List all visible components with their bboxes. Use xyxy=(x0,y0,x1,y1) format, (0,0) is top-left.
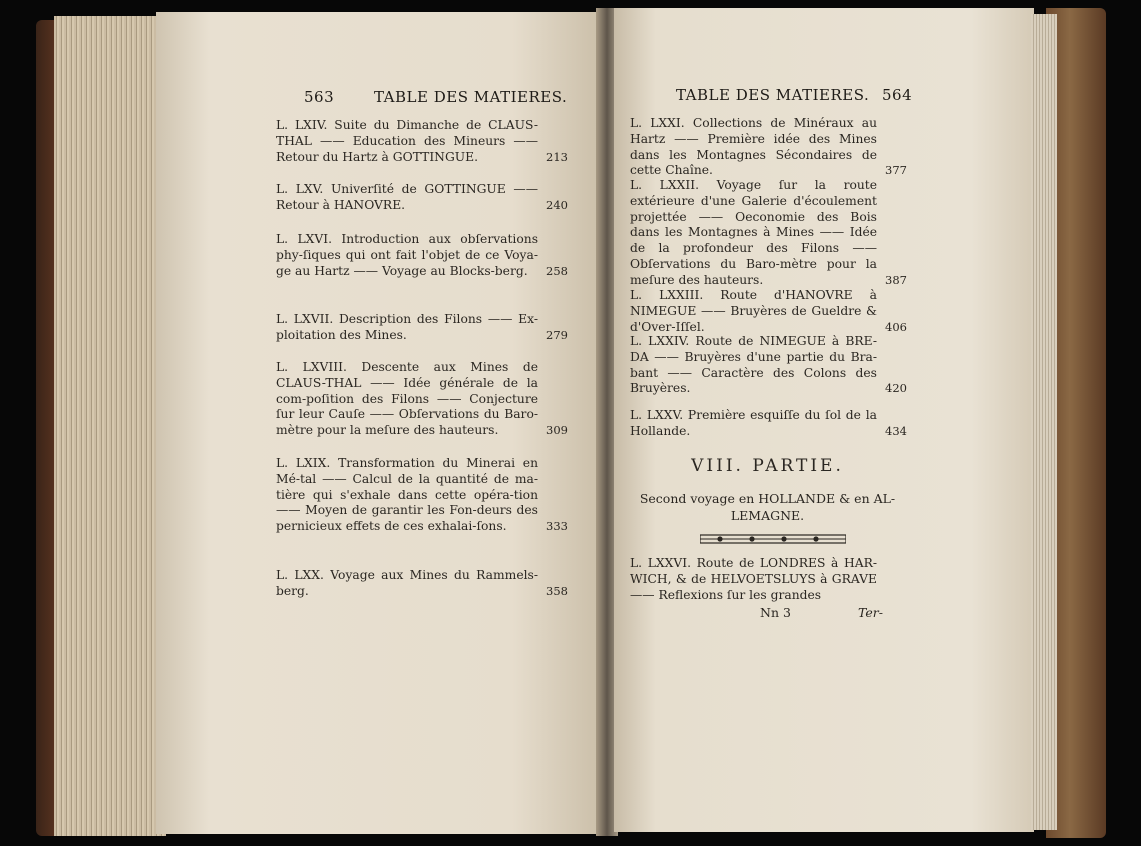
entry-text: L. LXVII. Description des Filons —— Ex-ploitation des Mines. xyxy=(276,312,538,342)
entry-page: 406 xyxy=(885,319,907,334)
part-subtitle: Second voyage en HOLLANDE & en AL-LEMAGNE. xyxy=(639,491,896,523)
entry-page: 377 xyxy=(885,163,907,178)
entry-page: 258 xyxy=(546,263,568,278)
left-page-number: 563 xyxy=(304,88,335,106)
toc-entry xyxy=(276,312,566,344)
entry-text: L. LXVIII. Descente aux Mines de CLAUS-THAL —— Idée générale de la com-poſition des Filons —— Conjecture ſur leur Cauſe —— Obſervations du Baro-mètre pour la meſure des hauteurs. xyxy=(276,360,538,438)
right-page-number: 564 xyxy=(882,86,913,104)
entry-page: 279 xyxy=(546,327,568,342)
toc-entry xyxy=(630,178,905,289)
entry-text: L. LXX. Voyage aux Mines du Rammels-berg. xyxy=(276,568,538,598)
entry-page: 420 xyxy=(885,381,907,396)
toc-entry xyxy=(276,182,566,214)
toc-entry xyxy=(630,116,905,179)
right-page-header: TABLE DES MATIERES. xyxy=(676,86,870,104)
toc-entry xyxy=(276,456,566,535)
toc-entry xyxy=(276,360,566,439)
right-page-edges xyxy=(1031,14,1057,830)
left-page-header: TABLE DES MATIERES. xyxy=(374,88,568,106)
toc-entry xyxy=(276,568,566,600)
catchword: Ter- xyxy=(858,605,883,620)
toc-entry-last xyxy=(630,556,905,603)
toc-entry xyxy=(630,334,905,397)
entry-text: L. LXXVI. Route de LONDRES à HAR-WICH, & de HELVOETSLUYS à GRAVE —— Reflexions ſur les grandes xyxy=(630,556,877,602)
toc-entry xyxy=(630,408,905,440)
entry-text: L. LXXIV. Route de NIMEGUE à BRE-DA —— Bruyères d'une partie du Bra-bant —— Caractère des Colons des Bruyères. xyxy=(630,334,877,396)
toc-entry xyxy=(630,288,905,335)
entry-text: L. LXIV. Suite du Dimanche de CLAUS-THAL —— Education des Mineurs —— Retour du Hartz à GOTTINGUE. xyxy=(276,118,538,164)
entry-page: 213 xyxy=(546,149,568,164)
entry-page: 358 xyxy=(546,583,568,598)
entry-page: 240 xyxy=(546,197,568,212)
book xyxy=(36,8,1106,838)
toc-entry xyxy=(276,232,566,279)
entry-text: L. LXXI. Collections de Minéraux au Hartz —— Première idée des Mines dans les Montagnes Sécondaires de cette Chaîne. xyxy=(630,116,877,178)
entry-text: L. LXXII. Voyage ſur la route extérieure d'une Galerie d'écoulement projettée —— Oeconomie des Bois dans les Montagnes à Mines —— Idée de la profondeur des Filons —— Obſervations du Baro-mètre pour la meſure des hauteurs. xyxy=(630,178,877,287)
ornament-rule xyxy=(700,533,846,545)
entry-page: 309 xyxy=(546,423,568,438)
toc-entry xyxy=(276,118,566,165)
left-page-edges xyxy=(54,16,166,836)
signature-mark: Nn 3 xyxy=(760,605,791,620)
entry-page: 387 xyxy=(885,272,907,287)
entry-text: L. LXXV. Première esquiſſe du ſol de la Hollande. xyxy=(630,408,877,438)
entry-text: L. LXV. Univerſité de GOTTINGUE —— Retour à HANOVRE. xyxy=(276,182,538,212)
entry-text: L. LXXIII. Route d'HANOVRE à NIMEGUE —— Bruyères de Gueldre & d'Over-Iſſel. xyxy=(630,288,877,334)
entry-page: 434 xyxy=(885,423,907,438)
entry-text: L. LXVI. Introduction aux obſervations phy-ſiques qui ont fait l'objet de ce Voya-ge au Hartz —— Voyage au Blocks-berg. xyxy=(276,232,538,278)
part-title: VIII. PARTIE. xyxy=(691,456,844,476)
entry-page: 333 xyxy=(546,519,568,534)
entry-text: L. LXIX. Transformation du Minerai en Mé-tal —— Calcul de la quantité de ma-tière qui s'exhale dans cette opéra-tion —— Moyen de garantir les Fon-deurs des pernicieux effets de ces exhalai-ſons. xyxy=(276,456,538,534)
